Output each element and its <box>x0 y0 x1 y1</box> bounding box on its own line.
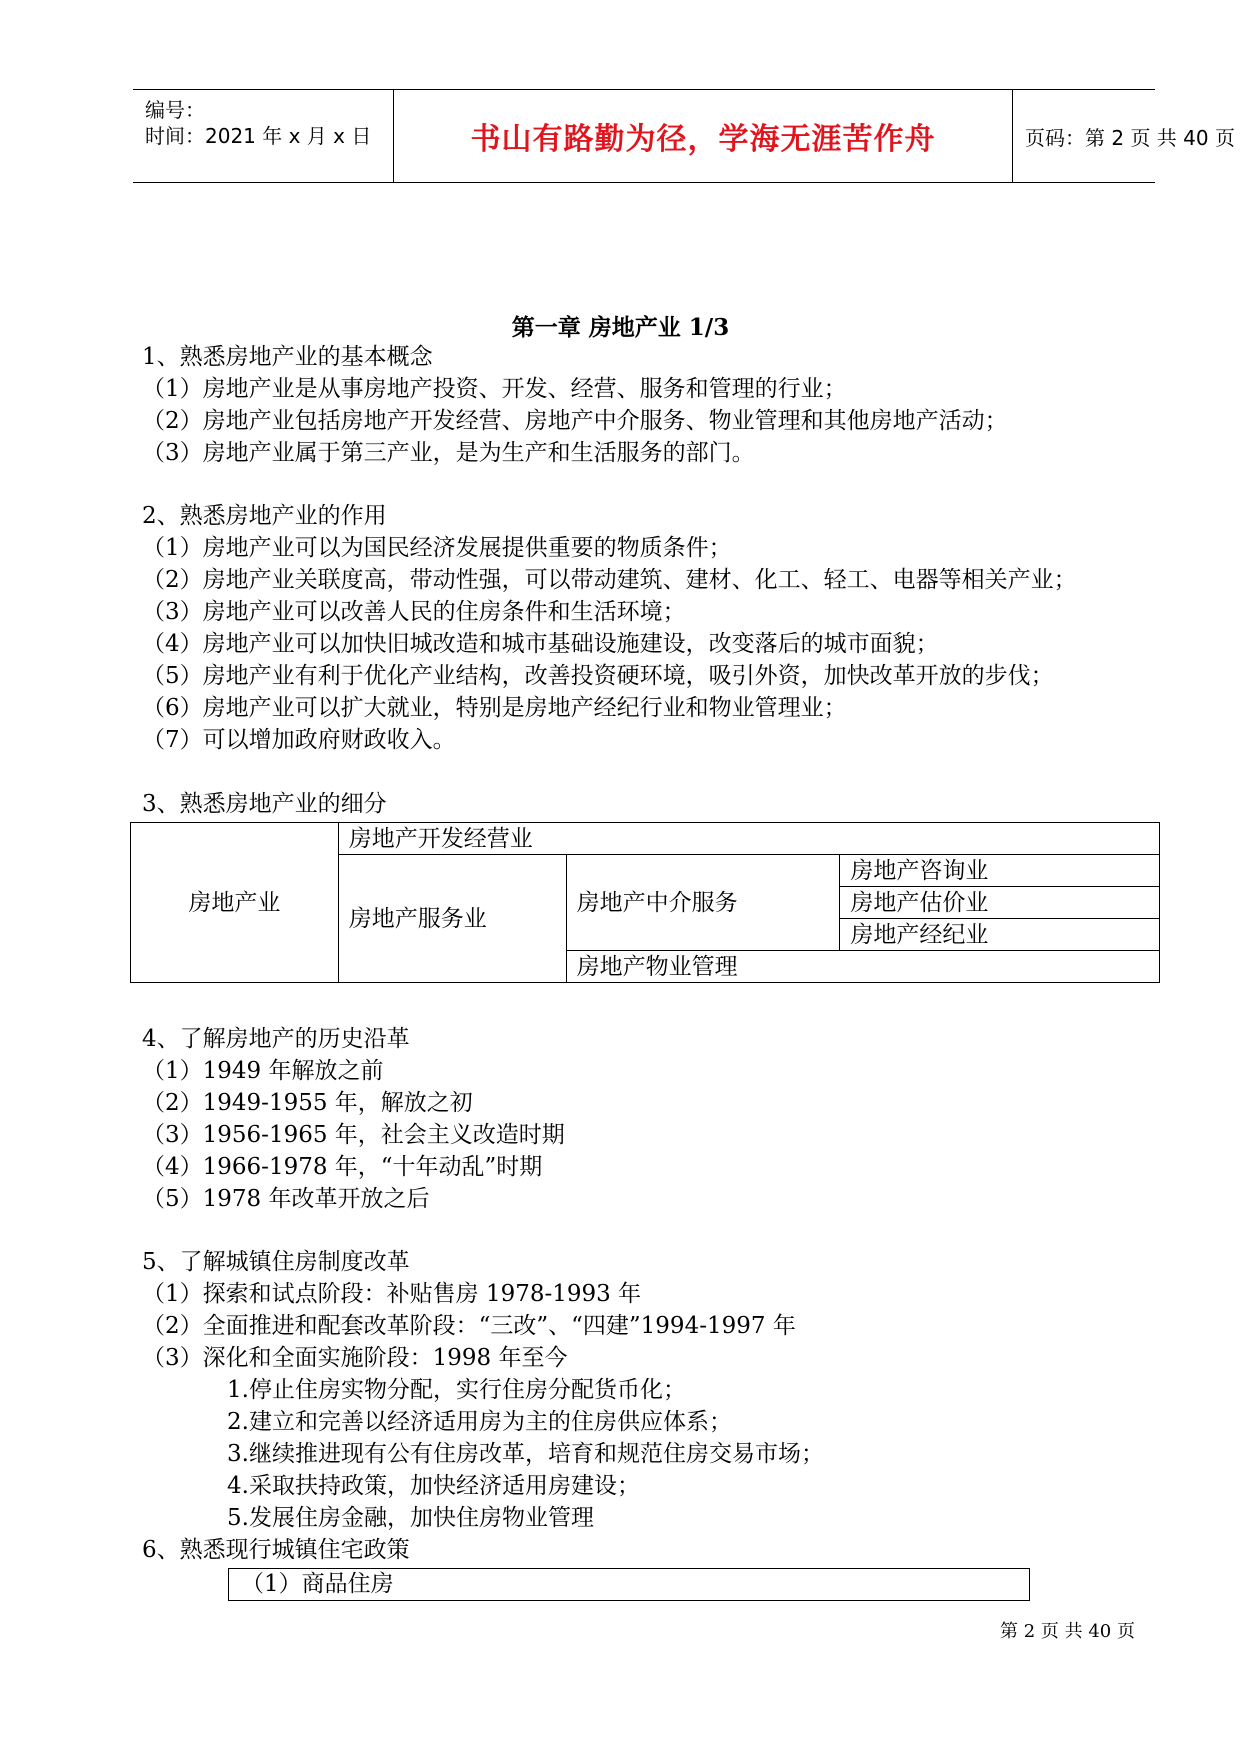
list-item: （3）房地产业属于第三产业，是为生产和生活服务的部门。 <box>142 440 755 466</box>
chapter-title: 第一章 房地产业 1/3 <box>511 314 730 341</box>
number-label: 编号： <box>145 98 205 122</box>
list-item: （4）1966-1978 年，“十年动乱”时期 <box>142 1154 543 1180</box>
list-item: （2）1949-1955 年，解放之初 <box>142 1090 473 1116</box>
table-cell: 房地产咨询业 <box>840 855 1160 887</box>
list-item: （4）房地产业可以加快旧城改造和城市基础设施建设，改变落后的城市面貌； <box>142 631 939 657</box>
list-item: （3）深化和全面实施阶段：1998 年至今 <box>142 1345 568 1371</box>
sub-list-item: 4.采取扶持政策，加快经济适用房建设； <box>227 1473 640 1499</box>
header-info-cell <box>133 90 393 182</box>
list-item: （2）房地产业关联度高，带动性强，可以带动建筑、建材、化工、轻工、电器等相关产业； <box>142 567 1077 593</box>
table-cell: 房地产中介服务 <box>566 855 840 951</box>
sub-list-item: 1.停止住房实物分配，实行住房分配货币化； <box>227 1377 686 1403</box>
motto-text: 书山有路勤为径，学海无涯苦作舟 <box>470 122 936 157</box>
list-item: （3）房地产业可以改善人民的住房条件和生活环境； <box>142 599 686 625</box>
header-page-cell <box>1013 90 1235 182</box>
table-cell: 房地产经纪业 <box>840 919 1160 951</box>
list-item: （1）1949 年解放之前 <box>142 1058 384 1084</box>
section-heading: 5、了解城镇住房制度改革 <box>142 1249 410 1275</box>
list-item: （2）全面推进和配套改革阶段：“三改”、“四建”1994-1997 年 <box>142 1313 796 1339</box>
section-heading: 6、熟悉现行城镇住宅政策 <box>142 1537 410 1563</box>
list-item: （1）探索和试点阶段：补贴售房 1978-1993 年 <box>142 1281 642 1307</box>
list-item: （5）1978 年改革开放之后 <box>142 1186 430 1212</box>
page-footer: 第 2 页 共 40 页 <box>1000 1621 1135 1642</box>
table-cell: 房地产业 <box>131 823 339 983</box>
list-item: （2）房地产业包括房地产开发经营、房地产中介服务、物业管理和其他房地产活动； <box>142 408 1008 434</box>
list-item: （1）房地产业可以为国民经济发展提供重要的物质条件； <box>142 535 732 561</box>
industry-classification-table <box>130 822 1160 983</box>
list-item: （5）房地产业有利于优化产业结构，改善投资硬环境，吸引外资，加快改革开放的步伐； <box>142 663 1054 689</box>
section-heading: 4、了解房地产的历史沿革 <box>142 1026 410 1052</box>
sub-list-item: 3.继续推进现有公有住房改革，培育和规范住房交易市场； <box>227 1441 824 1467</box>
page-code: 页码：第 2 页 共 40 页 <box>1025 125 1235 150</box>
list-item: （6）房地产业可以扩大就业，特别是房地产经纪行业和物业管理业； <box>142 695 847 721</box>
section-heading: 3、熟悉房地产业的细分 <box>142 791 387 817</box>
list-item: （1）房地产业是从事房地产投资、开发、经营、服务和管理的行业； <box>142 376 847 402</box>
time-label: 时间：2021 年 x 月 x 日 <box>145 124 372 148</box>
page-header <box>133 89 1235 183</box>
table-cell: 房地产估价业 <box>840 887 1160 919</box>
header-motto-cell <box>393 90 1013 182</box>
list-item: （7）可以增加政府财政收入。 <box>142 727 456 753</box>
list-item: （3）1956-1965 年，社会主义改造时期 <box>142 1122 565 1148</box>
table-cell: 房地产开发经营业 <box>338 823 1159 855</box>
table-cell: 房地产物业管理 <box>566 951 1159 983</box>
sub-list-item: 2.建立和完善以经济适用房为主的住房供应体系； <box>227 1409 732 1435</box>
section-heading: 2、熟悉房地产业的作用 <box>142 503 387 529</box>
section-heading: 1、熟悉房地产业的基本概念 <box>142 344 433 370</box>
table-cell: 房地产服务业 <box>338 855 566 983</box>
sub-list-item: 5.发展住房金融，加快住房物业管理 <box>227 1505 594 1531</box>
policy-box: （1）商品住房 <box>228 1568 1030 1601</box>
